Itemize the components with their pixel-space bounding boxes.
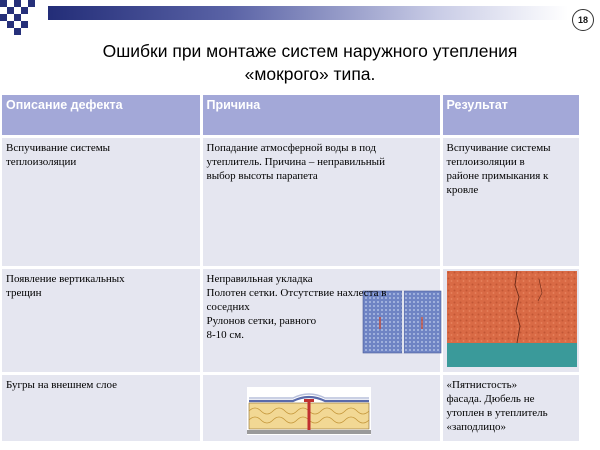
cracked-wall-photo bbox=[447, 271, 577, 367]
cell-result bbox=[441, 374, 580, 442]
table-row bbox=[2, 374, 580, 442]
slide-title bbox=[40, 40, 580, 86]
page-number-badge: 18 bbox=[572, 9, 594, 31]
cell-description bbox=[2, 137, 201, 268]
title-line-1: Ошибки при монтаже систем наружного утепления bbox=[102, 41, 518, 61]
header-cause: Причина bbox=[201, 95, 441, 137]
table-header-row bbox=[2, 95, 580, 137]
corner-decoration bbox=[0, 0, 40, 40]
cell-text: Неправильная укладка Полотен сетки. Отсутствие нахлеста в соседних Рулонов сетки, равного 8-10 см. bbox=[206, 273, 387, 341]
defects-table bbox=[2, 95, 582, 441]
header-description: Описание дефекта bbox=[2, 95, 201, 137]
cell-description bbox=[2, 268, 201, 374]
cell-cause bbox=[201, 374, 441, 442]
cell-text: «Пятнистость» фасада. Дюбель не утоплен в утеплитель «заподлицо» bbox=[446, 379, 548, 433]
cell-result bbox=[441, 137, 580, 268]
cell-text: Появление вертикальных трещин bbox=[6, 273, 125, 299]
cell-text: Попадание атмосферной воды в под утеплитель. Причина – неправильный выбор высоты парапета bbox=[206, 142, 385, 182]
cell-result bbox=[441, 268, 580, 374]
table-row bbox=[2, 268, 580, 374]
title-line-2: «мокрого» типа. bbox=[244, 64, 376, 84]
cell-cause bbox=[201, 268, 441, 374]
cell-text: Вспучивание системы теплоизоляции bbox=[6, 142, 111, 168]
top-gradient-bar bbox=[48, 6, 568, 20]
header-result: Результат bbox=[441, 95, 580, 137]
cell-description bbox=[2, 374, 201, 442]
insulation-section-diagram bbox=[247, 387, 371, 435]
cell-cause bbox=[201, 137, 441, 268]
table-row bbox=[2, 137, 580, 268]
cell-text: Бугры на внешнем слое bbox=[6, 379, 118, 391]
cell-text: Вспучивание системы теплоизоляции в районе примыкания к кровле bbox=[446, 142, 551, 196]
